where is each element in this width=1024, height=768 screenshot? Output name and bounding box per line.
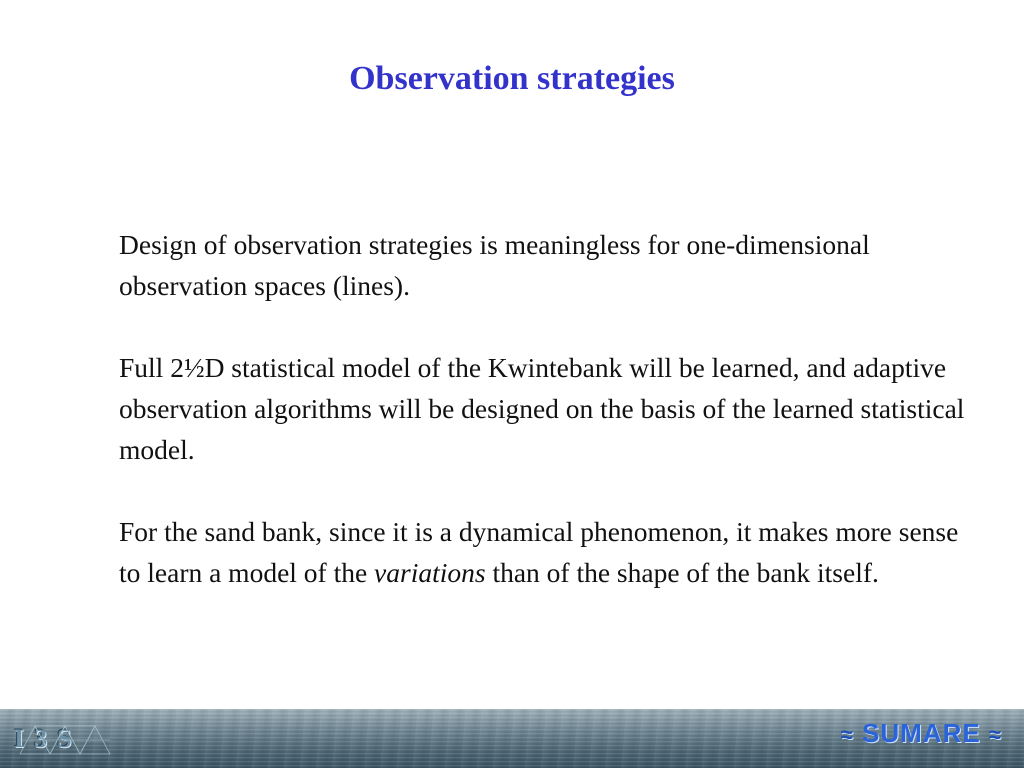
- i3s-logo: [14, 724, 82, 754]
- i3s-logo-text: I3S: [14, 724, 82, 753]
- paragraph-2: Full 2½D statistical model of the Kwintebank will be learned, and adaptive observation algorithms will be designed on the basis of the learned statistical model.: [119, 352, 965, 465]
- paragraph-3-text-before: For the sand bank, since it is a dynamical phenomenon, it makes more sense to learn a model of the: [119, 516, 959, 588]
- wave-icon: ≈: [988, 722, 1002, 747]
- sumare-logo-text: SUMARE: [862, 718, 981, 748]
- paragraph-3: [119, 511, 979, 593]
- paragraph-3-emphasis: variations: [374, 557, 486, 588]
- mesh-icon: [10, 714, 120, 764]
- slide-body: [119, 224, 979, 593]
- wave-icon: ≈: [840, 722, 854, 747]
- paragraph-3-text-after: than of the shape of the bank itself.: [485, 557, 879, 588]
- slide-title: Observation strategies: [349, 60, 675, 97]
- footer-water-banner: [0, 709, 1024, 768]
- sumare-logo: [841, 719, 1002, 749]
- paragraph-1: Design of observation strategies is meaningless for one-dimensional observation spaces (lines).: [119, 229, 870, 301]
